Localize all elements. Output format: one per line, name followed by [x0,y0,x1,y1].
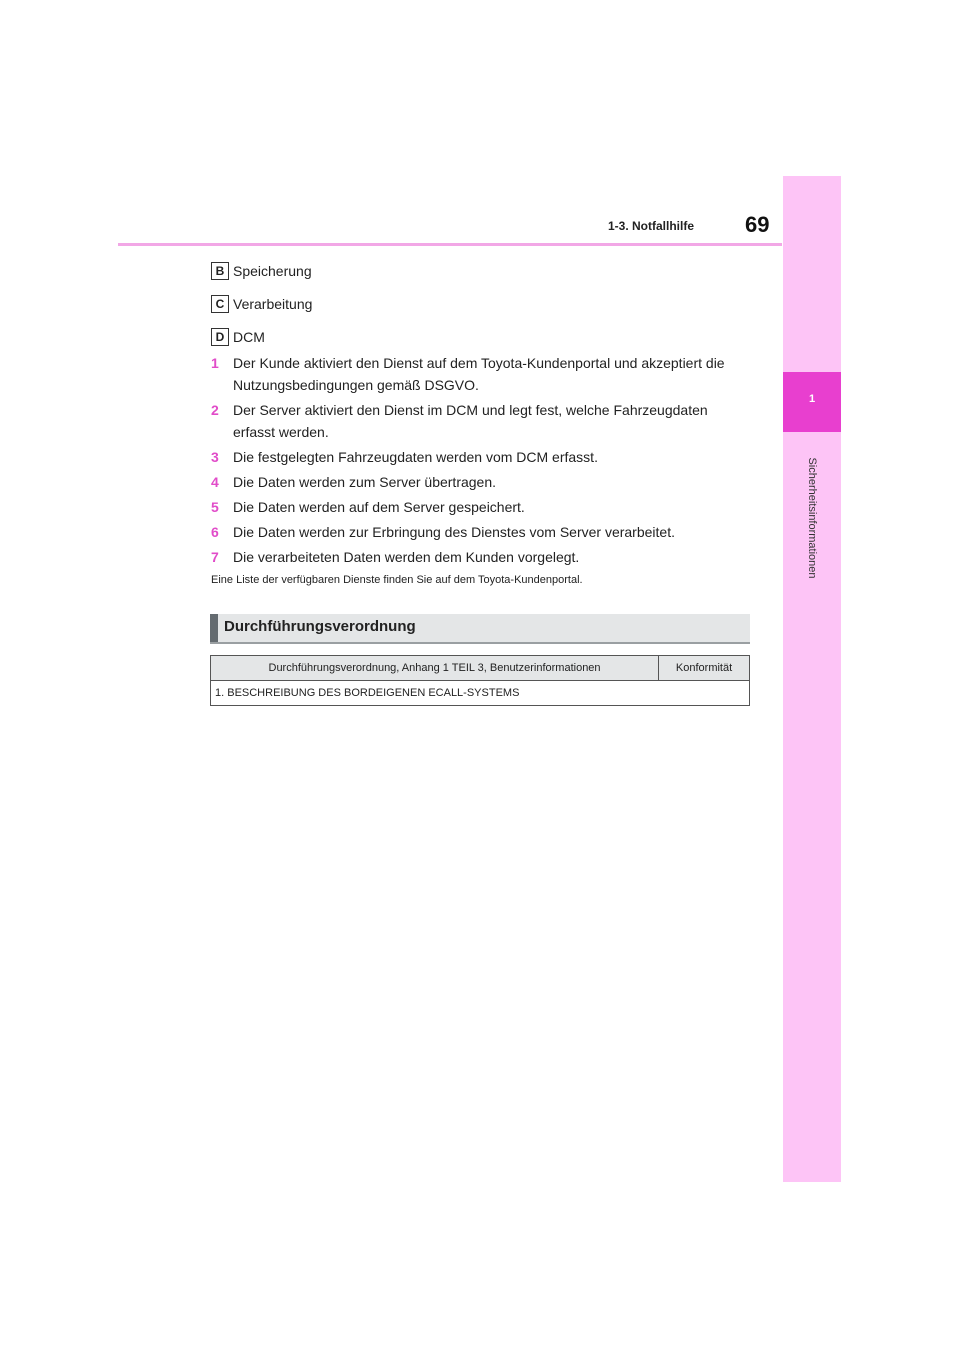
letter-badge-c: C [211,295,229,313]
step-item [211,471,746,493]
step-number: 3 [211,449,219,465]
letter-item-text-b: Speicherung [233,263,312,279]
table-header-regulation: Durchführungsverordnung, Anhang 1 TEIL 3, Benutzerinformationen [211,656,659,681]
step-item [211,446,746,468]
letter-badge-b: B [211,262,229,280]
letter-badge-d: D [211,328,229,346]
chapter-title: Sicherheitsinformationen [806,457,818,579]
footnote: Eine Liste der verfügbaren Dienste finden Sie auf dem Toyota-Kundenportal. [211,574,583,586]
regulation-table [210,655,750,706]
section-heading-bar [210,614,750,644]
chapter-side-tab [783,176,841,1182]
section-heading: Durchführungsverordnung [224,618,416,635]
step-number: 7 [211,549,219,565]
chapter-number-tab [783,372,841,432]
step-item [211,546,746,568]
step-text: Die Daten werden auf dem Server gespeichert. [233,499,525,515]
step-text: Die festgelegten Fahrzeugdaten werden vom DCM erfasst. [233,449,598,465]
heading-accent [210,614,218,642]
page-number: 69 [745,212,770,237]
step-number: 5 [211,499,219,515]
step-number: 2 [211,402,219,418]
step-text: Die verarbeiteten Daten werden dem Kunden vorgelegt. [233,549,580,565]
chapter-number: 1 [808,393,816,405]
table-header-row [211,656,750,681]
step-item [211,399,746,443]
step-text: Der Kunde aktiviert den Dienst auf dem Toyota-Kundenportal und akzeptiert die Nutzungsbedingungen gemäß DSGVO. [233,355,725,393]
step-number: 6 [211,524,219,540]
table-header-conformity: Konformität [659,656,750,681]
letter-item-text-d: DCM [233,329,265,345]
step-item [211,496,746,518]
step-text: Die Daten werden zur Erbringung des Dienstes vom Server verarbeitet. [233,524,675,540]
step-number: 1 [211,355,219,371]
step-text: Die Daten werden zum Server übertragen. [233,474,497,490]
step-item [211,352,746,396]
table-cell: 1. BESCHREIBUNG DES BORDEIGENEN ECALL-SYSTEMS [211,681,750,706]
step-text: Der Server aktiviert den Dienst im DCM und legt fest, welche Fahrzeugdaten erfasst werden. [233,402,708,440]
table-row [211,681,750,706]
step-number: 4 [211,474,219,490]
step-item [211,521,746,543]
header-rule [118,243,782,246]
section-title: 1-3. Notfallhilfe [608,219,695,233]
letter-item-text-c: Verarbeitung [233,296,313,312]
